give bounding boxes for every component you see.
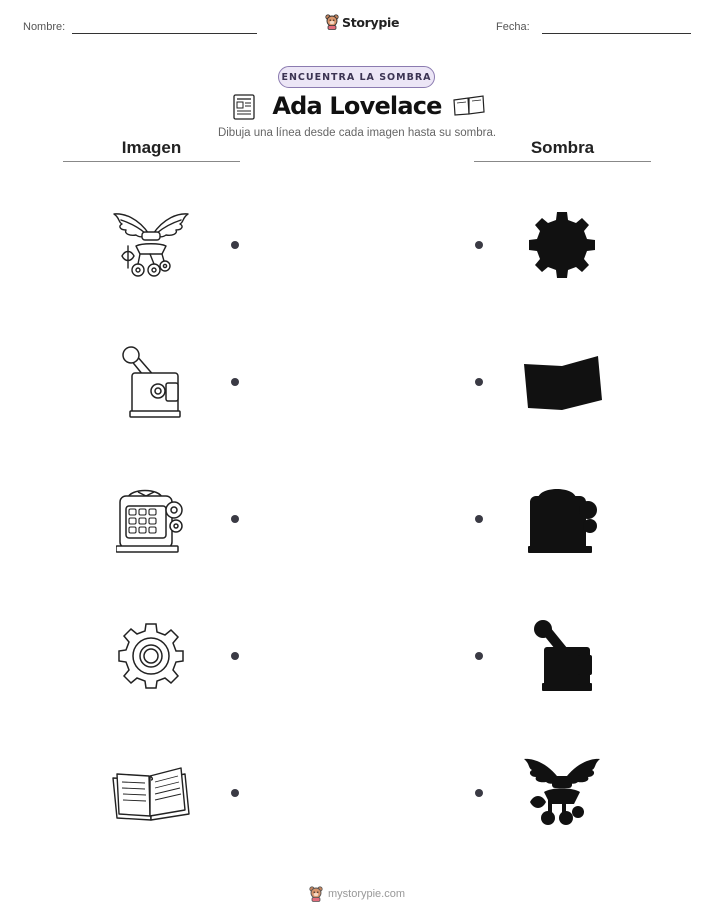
name-input-line[interactable] <box>72 33 257 34</box>
gear-shadow <box>528 211 596 279</box>
activity-badge <box>278 66 435 88</box>
analytical-engine-icon <box>116 484 186 554</box>
shadow-dot-4[interactable] <box>475 652 483 660</box>
book-icon <box>452 95 486 117</box>
column-header-shadow: Sombra <box>530 138 595 157</box>
date-input-line[interactable] <box>542 33 691 34</box>
open-book-icon <box>111 764 191 822</box>
column-header-image: Imagen <box>121 138 182 157</box>
footer <box>0 886 714 902</box>
flying-machine-shadow <box>522 756 602 828</box>
page-title: Ada Lovelace <box>272 92 442 120</box>
open-book-shadow <box>522 352 604 412</box>
image-dot-2[interactable] <box>231 378 239 386</box>
shadow-dot-2[interactable] <box>475 378 483 386</box>
gear-icon <box>117 622 185 690</box>
shadow-dot-3[interactable] <box>475 515 483 523</box>
analytical-engine-shadow <box>528 484 600 554</box>
shadow-dot-1[interactable] <box>475 241 483 249</box>
lever-icon <box>120 345 182 419</box>
shadow-dot-5[interactable] <box>475 789 483 797</box>
image-dot-1[interactable] <box>231 241 239 249</box>
date-label: Fecha: <box>496 21 530 33</box>
column-underline-left <box>63 161 240 162</box>
footer-url[interactable]: mystorypie.com <box>327 888 406 900</box>
column-underline-right <box>474 161 651 162</box>
activity-badge-label: ENCUENTRA LA SOMBRA <box>281 71 432 83</box>
image-dot-5[interactable] <box>231 789 239 797</box>
bear-mascot-icon <box>309 886 323 902</box>
bear-mascot-icon <box>325 14 339 30</box>
image-dot-4[interactable] <box>231 652 239 660</box>
brand-logo <box>325 14 399 30</box>
image-dot-3[interactable] <box>231 515 239 523</box>
flying-machine-icon <box>112 210 190 280</box>
name-label: Nombre: <box>23 21 66 33</box>
instructions: Dibuja una línea desde cada imagen hasta su sombra. <box>217 127 497 139</box>
lever-shadow <box>532 619 594 693</box>
brand-name: Storypie <box>342 14 400 30</box>
